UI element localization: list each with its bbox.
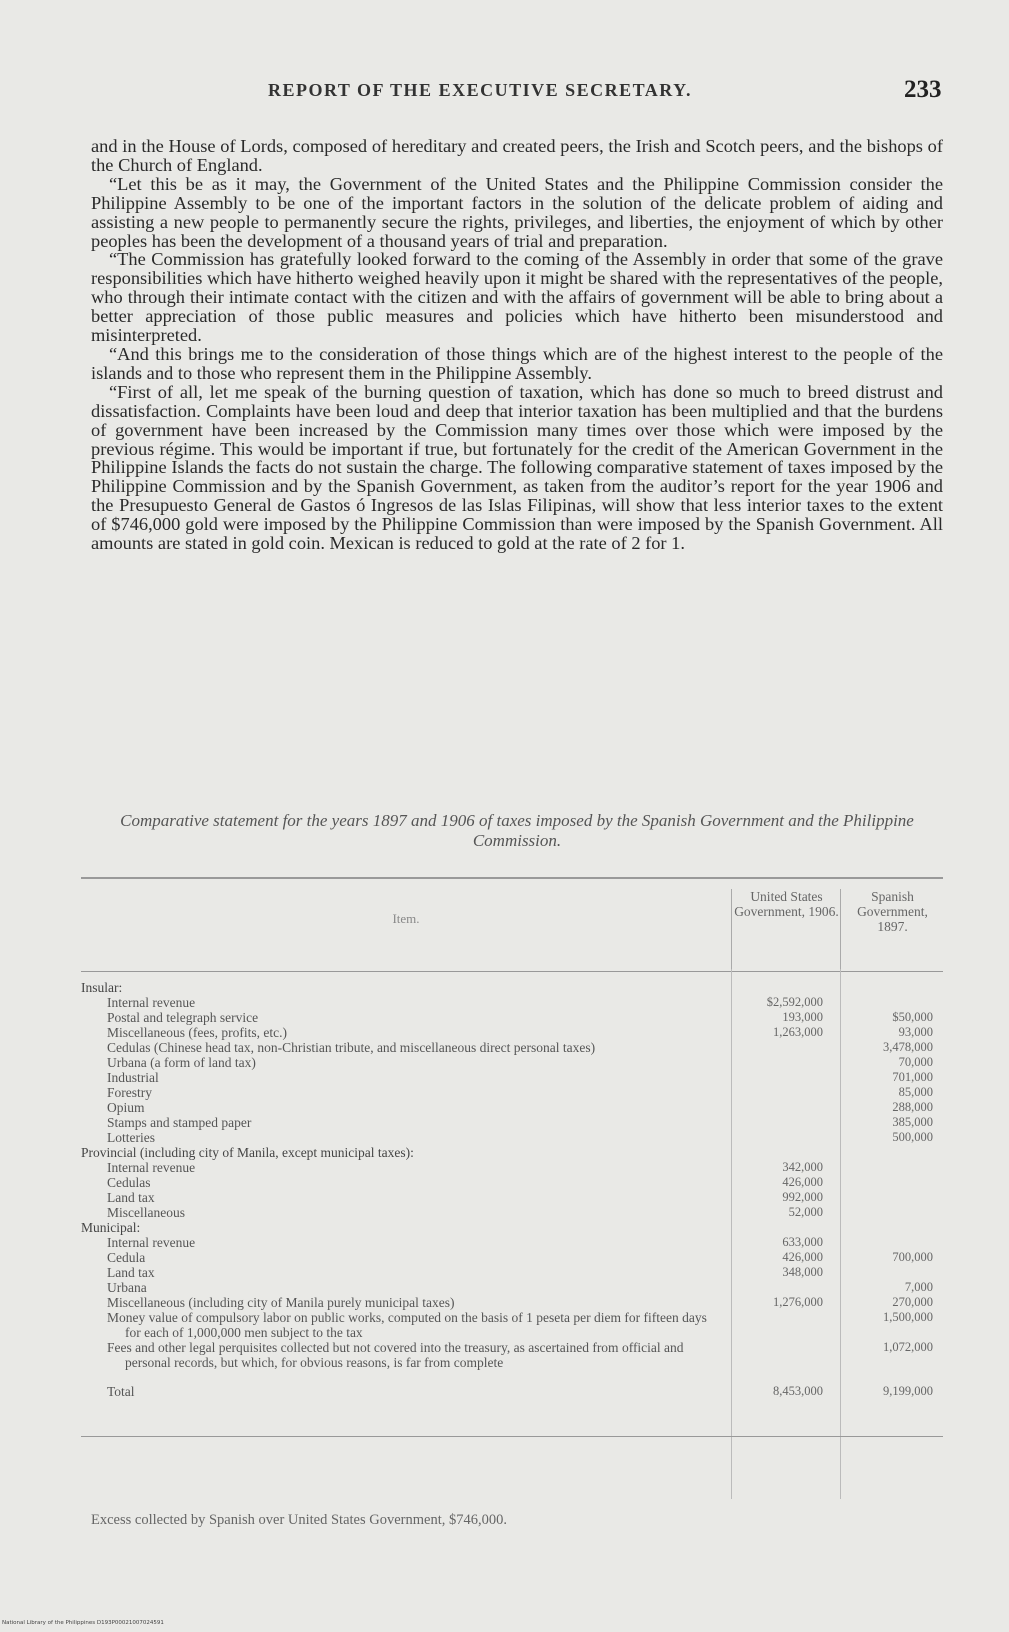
spanish-amount: 701,000 (892, 1070, 933, 1084)
row-label: Forestry (107, 1085, 152, 1100)
row-label: Miscellaneous (including city of Manila purely municipal taxes) (107, 1295, 455, 1310)
spanish-amount: $50,000 (892, 1010, 933, 1024)
spanish-amount: 1,072,000 (883, 1340, 933, 1354)
running-head: REPORT OF THE EXECUTIVE SECRETARY. (268, 80, 692, 100)
table-row (81, 1280, 943, 1295)
row-label: Land tax (107, 1190, 155, 1205)
row-label: Fees and other legal perquisites collected but not covered into the treasury, as ascertained from official and personal records, but which, for obvious reasons, is far from complete (107, 1340, 684, 1370)
header-us-government: United States Government, 1906. (731, 889, 841, 971)
row-label: Internal revenue (107, 1160, 196, 1175)
scan-imprint: National Library of the Philippines D193P00021007024591 (2, 1620, 164, 1626)
spanish-amount: 93,000 (898, 1025, 933, 1039)
table-row (81, 1160, 943, 1175)
table-row (81, 1055, 943, 1070)
row-label: Money value of compulsory labor on public works, computed on the basis of 1 peseta per diem for fifteen days for each of 1,000,000 men subject to the tax (107, 1310, 707, 1340)
header-item: Item. (392, 911, 420, 926)
page-number: 233 (904, 76, 942, 103)
row-label: Miscellaneous (107, 1205, 185, 1220)
table-row (81, 1175, 943, 1190)
table-row (81, 1310, 943, 1340)
us-amount: 1,276,000 (773, 1295, 823, 1309)
us-amount: $2,592,000 (766, 995, 823, 1009)
spanish-amount: 385,000 (892, 1115, 933, 1129)
table-caption: Comparative statement for the years 1897 and 1906 of taxes imposed by the Spanish Government and the Philippine Commission. (120, 811, 914, 850)
table-row (81, 980, 943, 995)
total-us: 8,453,000 (773, 1384, 823, 1398)
spanish-amount: 270,000 (892, 1295, 933, 1309)
table-row (81, 1235, 943, 1250)
body-text (91, 137, 943, 553)
tax-comparison-table (81, 877, 943, 1399)
row-label: Cedula (107, 1250, 146, 1265)
total-spanish: 9,199,000 (883, 1384, 933, 1398)
us-amount: 348,000 (782, 1265, 823, 1279)
row-label: Municipal: (81, 1220, 141, 1235)
table-row (81, 1340, 943, 1370)
spanish-amount: 288,000 (892, 1100, 933, 1114)
row-label: Internal revenue (107, 995, 196, 1010)
table-row (81, 1025, 943, 1040)
row-label: Urbana (107, 1280, 147, 1295)
table-row (81, 1295, 943, 1310)
table-row (81, 1100, 943, 1115)
row-label: Postal and telegraph service (107, 1010, 259, 1025)
row-label: Stamps and stamped paper (107, 1115, 252, 1130)
table-row (81, 1220, 943, 1235)
table-row (81, 1130, 943, 1145)
footnote: Excess collected by Spanish over United States Government, $746,000. (91, 1512, 507, 1528)
paragraph: “Let this be as it may, the Government of the United States and the Philippine Commission consider the Philippine Assembly to be one of the important factors in the solution of the delicate problem of aiding and assisting a new people to permanently secure the rights, privileges, and liberties, the enjoyment of which by other peoples has been the development of a thousand years of trial and preparation. (91, 173, 943, 251)
spanish-amount: 700,000 (892, 1250, 933, 1264)
row-label: Provincial (including city of Manila, except municipal taxes): (81, 1145, 414, 1160)
page-header (0, 76, 1009, 110)
row-label: Insular: (81, 980, 123, 995)
spanish-amount: 3,478,000 (883, 1040, 933, 1054)
table-row (81, 1265, 943, 1280)
us-amount: 193,000 (782, 1010, 823, 1024)
table-row (81, 1190, 943, 1205)
row-label: Urbana (a form of land tax) (107, 1055, 256, 1070)
us-amount: 426,000 (782, 1175, 823, 1189)
table-row (81, 1145, 943, 1160)
paragraph: “First of all, let me speak of the burning question of taxation, which has done so much to breed distrust and dissatisfaction. Complaints have been loud and deep that interior taxation has been multiplied and that the burdens of government have been increased by the Commission many times over those which were imposed by the previous régime. This would be important if true, but fortunately for the credit of the American Government in the Philippine Islands the facts do not sustain the charge. The following comparative statement of taxes imposed by the Philippine Commission and by the Spanish Government, as taken from the auditor’s report for the year 1906 and the Presupuesto General de Gastos ó Ingresos de las Islas Filipinas, will show that less interior taxes to the extent of $746,000 gold were imposed by the Philippine Commission than were imposed by the Spanish Government. All amounts are stated in gold coin. Mexican is reduced to gold at the rate of 2 for 1. (91, 381, 943, 554)
us-amount: 52,000 (788, 1205, 823, 1219)
us-amount: 342,000 (782, 1160, 823, 1174)
table-row (81, 1040, 943, 1055)
paragraph: and in the House of Lords, composed of hereditary and created peers, the Irish and Scotch peers, and the bishops of the Church of England. (91, 136, 943, 175)
spanish-amount: 70,000 (898, 1055, 933, 1069)
row-label: Industrial (107, 1070, 159, 1085)
total-row (81, 1384, 943, 1399)
row-label: Cedulas (107, 1175, 151, 1190)
row-label: Miscellaneous (fees, profits, etc.) (107, 1025, 287, 1040)
row-label: Cedulas (Chinese head tax, non-Christian tribute, and miscellaneous direct personal taxes) (107, 1040, 596, 1055)
spanish-amount: 7,000 (904, 1280, 933, 1294)
us-amount: 633,000 (782, 1235, 823, 1249)
table-row (81, 1070, 943, 1085)
header-spanish-government: Spanish Government, 1897. (840, 889, 944, 971)
row-label: Internal revenue (107, 1235, 196, 1250)
spanish-amount: 500,000 (892, 1130, 933, 1144)
table-row (81, 1085, 943, 1100)
spanish-amount: 85,000 (898, 1085, 933, 1099)
spanish-amount: 1,500,000 (883, 1310, 933, 1324)
table-bottom-rule (81, 1436, 943, 1437)
row-label: Lotteries (107, 1130, 155, 1145)
table-body (81, 972, 943, 1399)
table-row (81, 1010, 943, 1025)
paragraph: “The Commission has gratefully looked forward to the coming of the Assembly in order that some of the grave responsibilities which have hitherto weighed heavily upon it might be shared with the representatives of the people, who through their intimate contact with the citizen and with the affairs of government will be able to bring about a better appreciation of those public measures and policies which have hitherto been misunderstood and misinterpreted. (91, 249, 943, 346)
row-label: Land tax (107, 1265, 155, 1280)
table-row (81, 995, 943, 1010)
table-row (81, 1250, 943, 1265)
row-label: Opium (107, 1100, 145, 1115)
us-amount: 992,000 (782, 1190, 823, 1204)
us-amount: 426,000 (782, 1250, 823, 1264)
us-amount: 1,263,000 (773, 1025, 823, 1039)
total-label: Total (107, 1384, 135, 1399)
paragraph: “And this brings me to the consideration of those things which are of the highest interest to the people of the islands and to those who represent them in the Philippine Assembly. (91, 343, 943, 383)
table-row (81, 1115, 943, 1130)
table-row (81, 1205, 943, 1220)
table-header-row (81, 879, 943, 972)
